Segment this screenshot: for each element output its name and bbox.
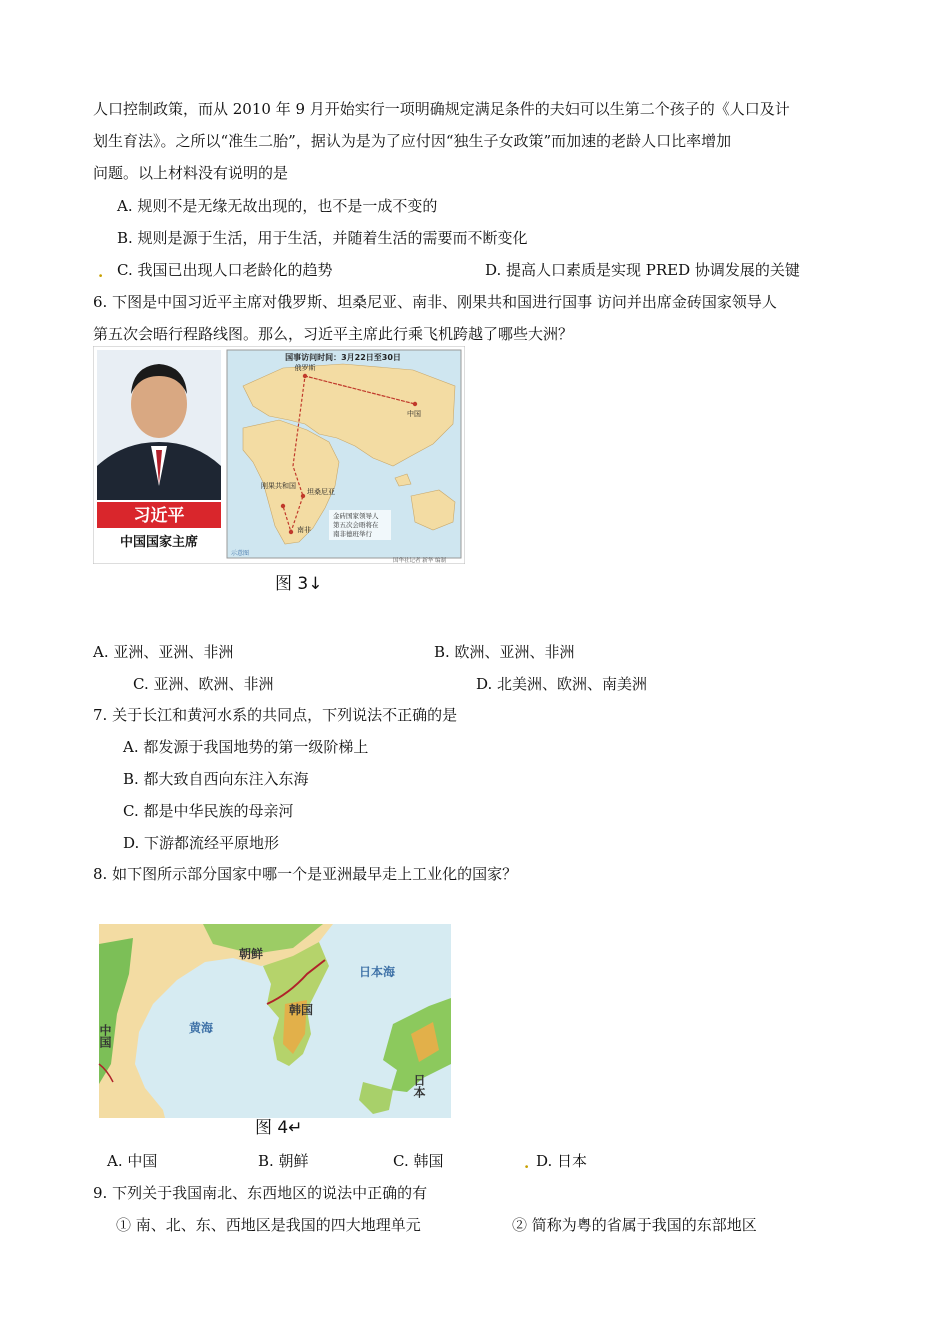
map-label-china: 中国: [407, 410, 421, 418]
map-label-yellow-sea: 黄海: [189, 1021, 214, 1035]
figure-4-korea-map: [93, 914, 513, 1142]
q7-option-a: A. 都发源于我国地势的第一级阶梯上: [123, 738, 369, 756]
map-header: 国事访问时间：3月22日至30日: [285, 353, 401, 362]
map-label-south-africa: 南非: [297, 526, 311, 534]
q9-stem: 9. 下列关于我国南北、东西地区的说法中正确的有: [93, 1184, 428, 1202]
q5-text-line3: 问题。以上材料没有说明的是: [93, 164, 289, 182]
q5-option-d: D. 提高人口素质是实现 PRED 协调发展的关键: [485, 261, 800, 279]
map-label-japan: 日本: [412, 1074, 426, 1098]
map-credit: 国华社记者 新华 编制: [393, 558, 446, 564]
map-label-sea-of-japan: 日本海: [359, 965, 396, 979]
map-label-russia: 俄罗斯: [294, 364, 316, 372]
q7-stem: 7. 关于长江和黄河水系的共同点，下列说法不正确的是: [93, 706, 458, 724]
map-note-line3: 南非德班举行: [333, 530, 372, 538]
map-sketch-label: 示意图: [231, 550, 250, 557]
name-banner-text: 习近平: [133, 506, 185, 526]
q8-option-a: A. 中国: [107, 1152, 158, 1170]
map-label-south-korea: 韩国: [289, 1003, 314, 1017]
map-note-line2: 第五次会晤将在: [333, 521, 379, 529]
q5-text-line2: 划生育法》。之所以“准生二胎”，据认为是为了应付因“独生子女政策”而加速的老龄人口比率增加: [93, 132, 732, 150]
figure-3-visit-route: [93, 346, 465, 564]
answer-mark-dot: .: [524, 1154, 530, 1172]
q6-option-d: D. 北美洲、欧洲、南美洲: [476, 675, 648, 693]
q5-text-line1: 人口控制政策，而从 2010 年 9 月开始实行一项明确规定满足条件的夫妇可以生第二个孩子的《人口及计: [93, 100, 790, 118]
figure-3-caption: 图 3↓: [275, 574, 323, 594]
map-label-north-korea: 朝鲜: [239, 947, 264, 961]
q8-option-c: C. 韩国: [393, 1152, 444, 1170]
portrait-photo: [97, 350, 221, 500]
map-label-congo: 刚果共和国: [261, 482, 296, 490]
q7-option-d: D. 下游都流经平原地形: [123, 834, 280, 852]
q9-item-2: ② 简称为粤的省属于我国的东部地区: [512, 1216, 757, 1234]
answer-mark-dot: .: [98, 263, 104, 281]
q8-option-d: D. 日本: [536, 1152, 588, 1170]
q7-option-c: C. 都是中华民族的母亲河: [123, 802, 294, 820]
q6-stem-line2: 第五次会晤行程路线图。那么，习近平主席此行乘飞机跨越了哪些大洲？: [93, 325, 574, 343]
map-note-line1: 金砖国家领导人: [333, 512, 379, 520]
q6-option-b: B. 欧洲、亚洲、非洲: [434, 643, 575, 661]
q6-stem-line1: 6. 下图是中国习近平主席对俄罗斯、坦桑尼亚、南非、刚果共和国进行国事 访问并出席金砖国家领导人: [93, 293, 777, 311]
figure-4-caption: 图 4↵: [255, 1118, 303, 1138]
map-label-china: 中国: [98, 1024, 112, 1048]
q5-option-c: C. 我国已出现人口老龄化的趋势: [117, 261, 333, 279]
q5-option-a: A. 规则不是无缘无故出现的，也不是一成不变的: [117, 197, 438, 215]
map-label-tanzania: 坦桑尼亚: [307, 488, 335, 496]
q6-option-c: C. 亚洲、欧洲、非洲: [133, 675, 274, 693]
q5-option-b: B. 规则是源于生活，用于生活，并随着生活的需要而不断变化: [117, 229, 528, 247]
q9-item-1: ① 南、北、东、西地区是我国的四大地理单元: [116, 1216, 421, 1234]
q8-stem: 8. 如下图所示部分国家中哪一个是亚洲最早走上工业化的国家？: [93, 865, 518, 883]
q8-option-b: B. 朝鲜: [258, 1152, 309, 1170]
q7-option-b: B. 都大致自西向东注入东海: [123, 770, 309, 788]
q6-option-a: A. 亚洲、亚洲、非洲: [93, 643, 234, 661]
title-caption: 中国国家主席: [119, 535, 199, 550]
